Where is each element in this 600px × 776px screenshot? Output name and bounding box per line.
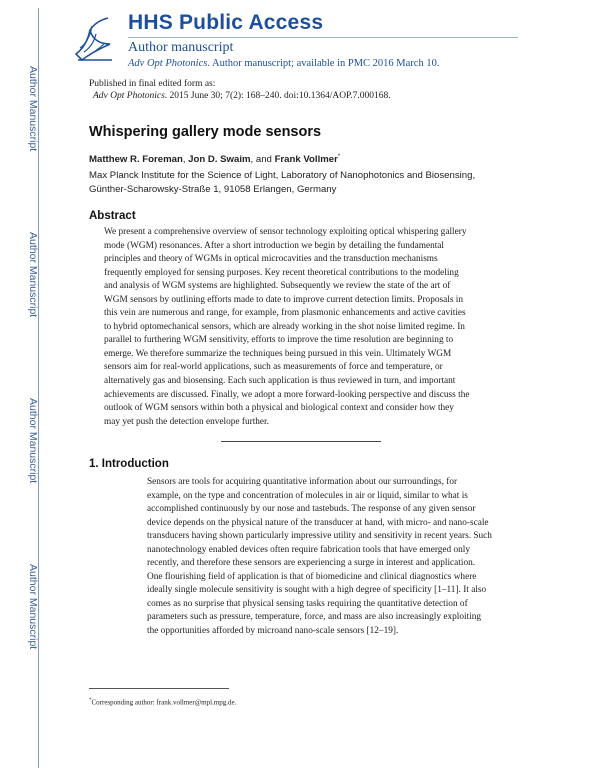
citation — [93, 91, 391, 101]
paper-title: Whispering gallery mode sensors — [89, 124, 322, 140]
author-separator: , and — [250, 154, 275, 166]
abstract-line: may yet push the detection envelope further. — [104, 416, 269, 427]
abstract-line: frequently employed for sensing purposes. Key recent theoretical contributions to the modeling — [104, 267, 459, 278]
author-name: Frank Vollmer — [274, 154, 338, 166]
citation-journal: Adv Opt Photonics — [93, 91, 165, 101]
introduction-line: Sensors are tools for acquiring quantitative information about our surroundings, for — [147, 477, 458, 487]
introduction-line: One flourishing field of application is that of biomedicine and clinical diagnostics where — [147, 571, 477, 582]
abstract-line: WGM sensors by outlining efforts made to date to improve current detection limits. Proposals in — [104, 294, 463, 305]
introduction-line: comes as no surprise that physical sensing tasks requiring the quantitative detection of — [147, 598, 468, 609]
sidebar-label-4: Author Manuscript — [27, 564, 39, 650]
abstract-line: and analysis of WGM systems are highlighted. Subsequently we review the state of the art of — [104, 281, 451, 292]
header-subtitle: Author manuscript — [128, 40, 234, 55]
affiliation-line: Max Planck Institute for the Science of Light, Laboratory of Nanophotonics and Biosensing, — [89, 170, 476, 181]
corresponding-mark: * — [337, 154, 341, 160]
sidebar-label-1: Author Manuscript — [27, 66, 39, 152]
footnote-rule — [89, 688, 229, 689]
introduction-line: transducers having shown particularly impressive utility and sensitivity in recent years. Such — [147, 531, 492, 542]
abstract-line: principles and theory of WGMs in optical microcavities and the transduction mechanisms — [104, 254, 438, 265]
abstract-line: alternatively gas and biosensing. Each such application is thus reviewed in turn, and important — [104, 376, 456, 387]
affiliation-line: Günther-Scharowsky-Straße 1, 91058 Erlangen, Germany — [89, 184, 337, 195]
citation-details: . 2015 June 30; 7(2): 168–240. doi:10.1364/AOP.7.000168. — [164, 91, 391, 101]
header-availability: . Author manuscript; available in PMC 2016 March 10. — [207, 58, 440, 69]
abstract-line: to hybrid optomechanical sensors, which are already working in the shot noise limited regime. In — [104, 321, 465, 332]
introduction-line: parameters such as pressure, temperature, force, and mass are also increasingly exploiting — [147, 612, 482, 623]
introduction-heading: 1. Introduction — [89, 458, 169, 470]
header-journal: Adv Opt Photonics — [128, 58, 208, 69]
abstract-line: this vein are numerous and range, for example, from plasmonic enhancements and active cavities — [104, 308, 466, 319]
abstract-line: We present a comprehensive overview of sensor technology exploiting optical whispering gallery — [104, 227, 467, 237]
introduction-line: nanotechnology enabled devices often require fabrication tools that have emerged only — [147, 544, 471, 555]
introduction-line: the opportunities afforded by microand nano-scale sensors [12–19]. — [147, 626, 399, 637]
footnote-text: Corresponding author: frank.vollmer@mpl.mpg.de. — [91, 698, 237, 707]
abstract-line: achievements are discussed. Finally, we adopt a more forward-looking perspective and discuss the — [104, 389, 470, 400]
published-label: Published in final edited form as: — [89, 79, 216, 89]
introduction-line: ideally single molecule sensitivity is sought with a high degree of specificity [1–11]. It also — [147, 585, 487, 596]
section-divider — [221, 441, 381, 442]
hhs-eagle-logo-icon — [72, 14, 116, 64]
author-name: Matthew R. Foreman — [89, 154, 183, 166]
abstract-body — [104, 226, 469, 429]
abstract-heading: Abstract — [89, 210, 136, 222]
abstract-line: outlook of WGM sensors within both a physical and biological context and consider how they — [104, 403, 454, 414]
author-separator: , — [182, 154, 189, 166]
introduction-line: recently, and therefore these sensors are experiencing a surge in interest and application. — [147, 558, 476, 569]
footnote-mark: * — [89, 698, 92, 703]
sidebar-label-3: Author Manuscript — [27, 398, 39, 484]
introduction-line: example, on the type and concentration of molecules in air or liquid, similar to what is — [147, 490, 468, 501]
header-rule — [128, 37, 518, 38]
introduction-line: accomplished continuously by our nose and tastebuds. The response of any given sensor — [147, 504, 476, 515]
sidebar-label-2: Author Manuscript — [27, 232, 39, 318]
author-name: Jon D. Swaim — [188, 154, 251, 166]
abstract-line: emerge. We therefore summarize the techniques being pursued in this vein. Ultimately WGM — [104, 348, 452, 359]
abstract-line: parallel to furthering WGM sensitivity, efforts to improve the time resolution are beginning to — [104, 335, 454, 346]
footnote — [89, 698, 236, 706]
author-list — [89, 154, 340, 165]
introduction-body — [147, 476, 492, 639]
abstract-line: sensors aim for real-world applications, such as measurements of force and temperature, or — [104, 362, 443, 373]
abstract-line: mode (WGM) resonances. After a short introduction we begin by detailing the fundamental — [104, 240, 445, 251]
header-journal-line — [128, 58, 439, 69]
header-title: HHS Public Access — [128, 11, 324, 34]
introduction-line: device depends on the physical nature of the transducer at hand, with micro- and nano-scale — [147, 517, 489, 528]
